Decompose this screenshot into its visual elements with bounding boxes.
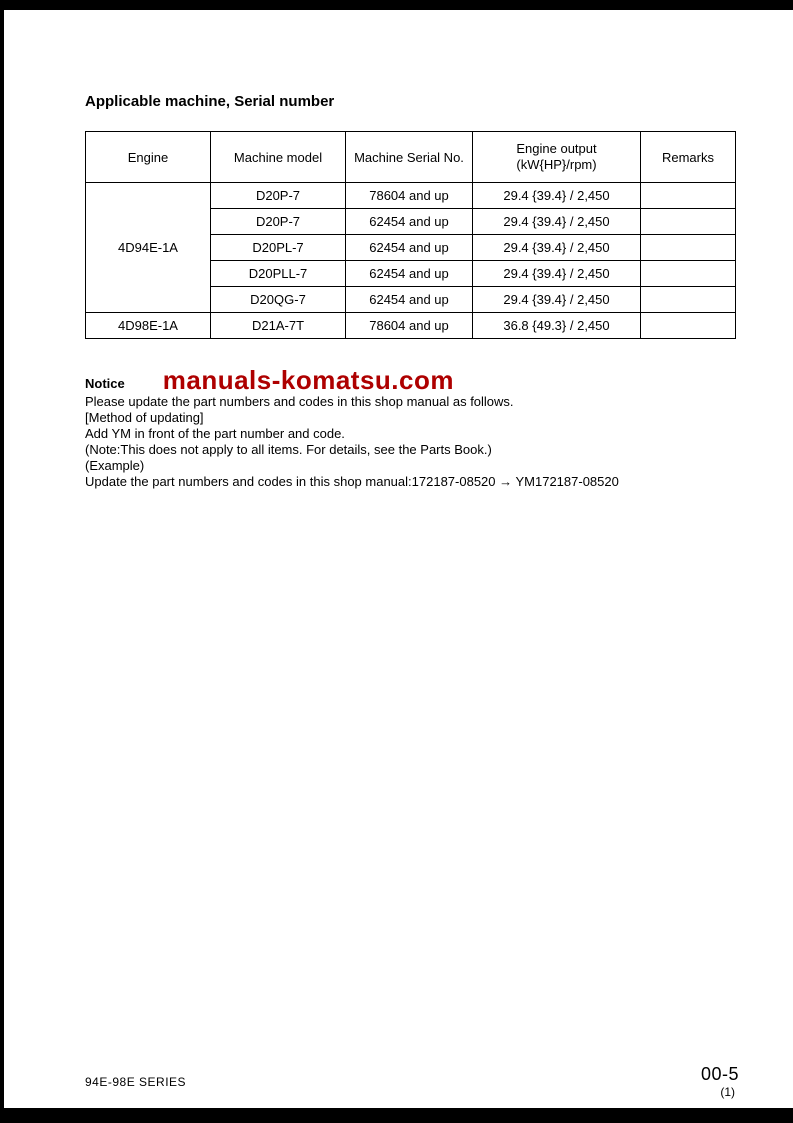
notice-section [85,366,705,490]
output-cell: 29.4 {39.4} / 2,450 [473,261,641,287]
table-row [86,183,736,209]
output-cell: 29.4 {39.4} / 2,450 [473,287,641,313]
model-cell: D20PL-7 [211,235,346,261]
remarks-cell [641,313,736,339]
model-cell: D20P-7 [211,209,346,235]
notice-head [85,366,705,394]
footer-page-block [701,1064,739,1099]
table-row [86,313,736,339]
serial-cell: 62454 and up [346,209,473,235]
engine-cell: 4D94E-1A [86,183,211,313]
page-number: 00-5 [700,1064,739,1084]
model-cell: D20PLL-7 [211,261,346,287]
footer-series: 94E-98E SERIES [85,1075,187,1089]
remarks-cell [641,261,736,287]
serial-cell: 62454 and up [346,261,473,287]
watermark: manuals-komatsu.com [162,365,454,395]
col-header-output-line2: (kW{HP}/rpm) [516,157,597,172]
remarks-cell [641,287,736,313]
output-cell: 29.4 {39.4} / 2,450 [473,209,641,235]
remarks-cell [641,209,736,235]
col-header-engine: Engine [86,132,211,183]
remarks-cell [641,235,736,261]
output-cell: 29.4 {39.4} / 2,450 [473,183,641,209]
serial-cell: 78604 and up [346,183,473,209]
page-number-sub: (1) [720,1085,735,1099]
model-cell: D20P-7 [211,183,346,209]
example-header: (Example) [85,458,145,473]
output-cell: 29.4 {39.4} / 2,450 [473,235,641,261]
model-cell: D21A-7T [211,313,346,339]
example-line: Update the part numbers and codes in this shop manual:172187-08520 → YM172187-08520 [85,474,619,489]
col-header-remarks: Remarks [641,132,736,183]
page-border-left [0,0,4,1123]
notice-intro: Please update the part numbers and codes in this shop manual as follows. [85,394,514,409]
serial-cell: 62454 and up [346,235,473,261]
applicable-machine-table [85,131,736,339]
notice-label: Notice [85,376,125,391]
method-line1: Add YM in front of the part number and code. [85,426,345,441]
method-line2: (Note:This does not apply to all items. For details, see the Parts Book.) [85,442,492,457]
col-header-output [473,132,641,183]
page-border-top [0,0,793,10]
page-title: Applicable machine, Serial number [85,93,335,110]
serial-cell: 62454 and up [346,287,473,313]
output-cell: 36.8 {49.3} / 2,450 [473,313,641,339]
method-header: [Method of updating] [85,410,204,425]
table-header-row [86,132,736,183]
serial-cell: 78604 and up [346,313,473,339]
col-header-model: Machine model [211,132,346,183]
col-header-serial: Machine Serial No. [346,132,473,183]
model-cell: D20QG-7 [211,287,346,313]
engine-cell: 4D98E-1A [86,313,211,339]
page-border-bottom [0,1108,793,1123]
col-header-output-line1: Engine output [516,141,597,156]
remarks-cell [641,183,736,209]
